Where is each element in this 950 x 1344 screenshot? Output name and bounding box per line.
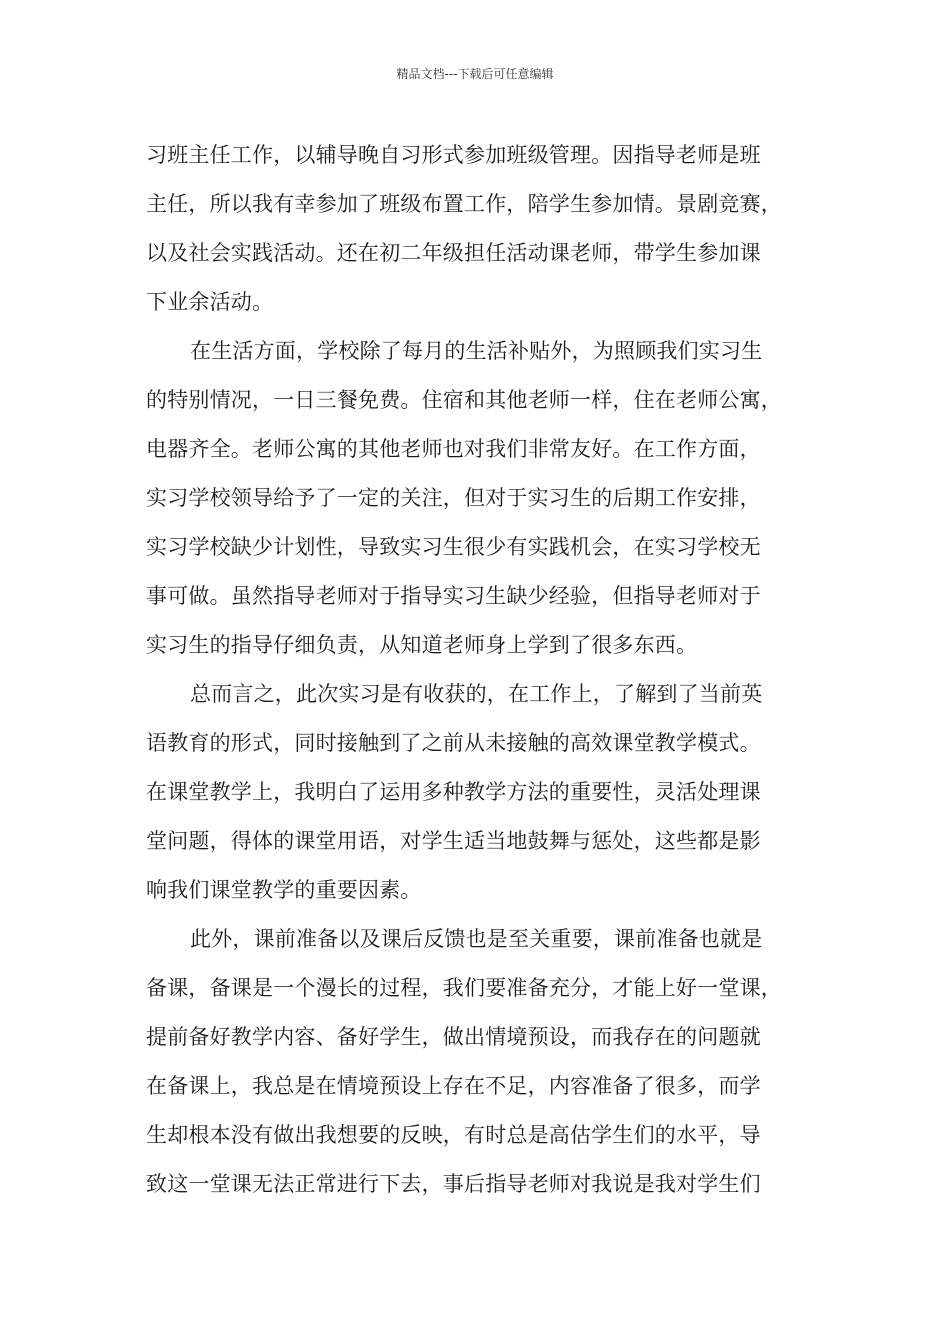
text-line: 以及社会实践活动。还在初二年级担任活动课老师，带学生参加课 <box>146 241 761 265</box>
text-line: 生却根本没有做出我想要的反映，有时总是高估学生们的水平，导 <box>146 1123 761 1147</box>
text-line: 堂问题，得体的课堂用语，对学生适当地鼓舞与惩处，这些都是影 <box>146 829 761 853</box>
text-line: 语教育的形式，同时接触到了之前从未接触的高效课堂教学模式。 <box>146 731 761 755</box>
text-line: 实习学校领导给予了一定的关注，但对于实习生的后期工作安排， <box>146 486 761 510</box>
paragraph-first-line: 在生活方面，学校除了每月的生活补贴外，为照顾我们实习生 <box>190 339 763 363</box>
text-line: 下业余活动。 <box>146 290 274 314</box>
paragraph-first-line: 此外，课前准备以及课后反馈也是至关重要，课前准备也就是 <box>190 927 763 951</box>
text-line: 实习学校缺少计划性，导致实习生很少有实践机会，在实习学校无 <box>146 535 761 559</box>
text-line: 在备课上，我总是在情境预设上存在不足，内容准备了很多，而学 <box>146 1074 761 1098</box>
text-line: 致这一堂课无法正常进行下去，事后指导老师对我说是我对学生们 <box>146 1172 761 1196</box>
text-line: 电器齐全。老师公寓的其他老师也对我们非常友好。在工作方面， <box>146 437 761 461</box>
text-line: 主任，所以我有幸参加了班级布置工作，陪学生参加情。景剧竞赛， <box>146 192 782 216</box>
document-body <box>146 131 826 1209</box>
text-line: 提前备好教学内容、备好学生，做出情境预设，而我存在的问题就 <box>146 1025 761 1049</box>
text-line: 习班主任工作，以辅导晚自习形式参加班级管理。因指导老师是班 <box>146 143 761 167</box>
paragraph-first-line: 总而言之，此次实习是有收获的，在工作上，了解到了当前英 <box>190 682 763 706</box>
text-line: 备课，备课是一个漫长的过程，我们要准备充分，才能上好一堂课， <box>146 976 782 1000</box>
page-header: 精品文档---下载后可任意编辑 <box>396 67 554 81</box>
text-line: 的特别情况，一日三餐免费。住宿和其他老师一样，住在老师公寓， <box>146 388 782 412</box>
text-line: 实习生的指导仔细负责，从知道老师身上学到了很多东西。 <box>146 633 698 657</box>
text-line: 事可做。虽然指导老师对于指导实习生缺少经验，但指导老师对于 <box>146 584 761 608</box>
text-line: 响我们课堂教学的重要因素。 <box>146 878 422 902</box>
text-line: 在课堂教学上，我明白了运用多种教学方法的重要性，灵活处理课 <box>146 780 761 804</box>
